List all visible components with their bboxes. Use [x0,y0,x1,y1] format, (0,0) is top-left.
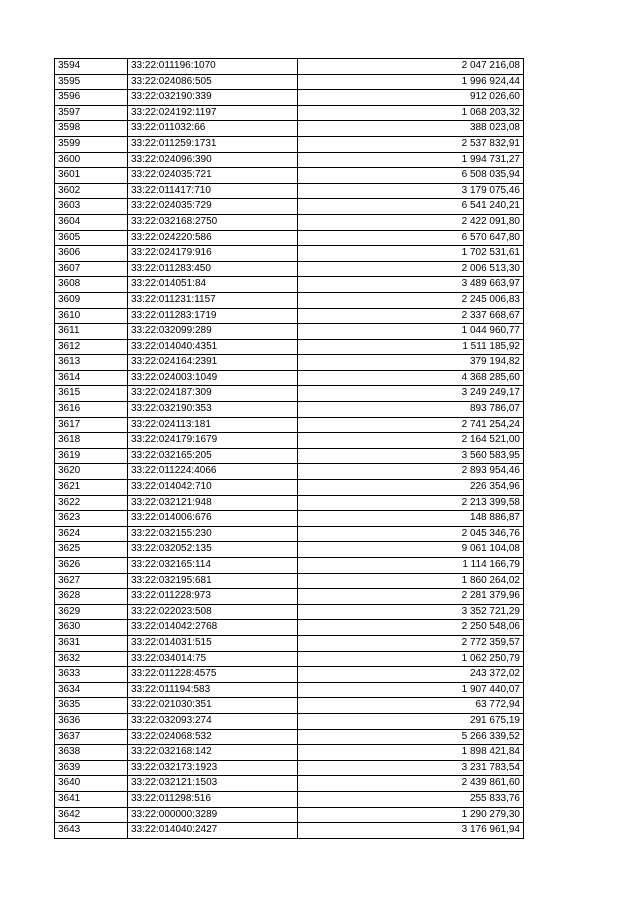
cadastral-value-cell: 1 994 731,27 [298,152,524,168]
row-number-cell: 3607 [55,261,128,277]
row-number-cell: 3618 [55,433,128,449]
cadastral-value-cell: 1 062 250,79 [298,651,524,667]
cadastral-number-cell: 33:22:032052:135 [128,542,298,558]
row-number-cell: 3638 [55,745,128,761]
table-body [55,59,524,839]
row-number-cell: 3627 [55,573,128,589]
cadastral-value-cell: 912 026,60 [298,90,524,106]
table-row [55,542,524,558]
row-number-cell: 3642 [55,807,128,823]
cadastral-value-cell: 2 281 379,96 [298,589,524,605]
cadastral-number-cell: 33:22:034014:75 [128,651,298,667]
table-row [55,105,524,121]
cadastral-number-cell: 33:22:024068:532 [128,729,298,745]
table-row [55,667,524,683]
cadastral-value-cell: 1 898 421,84 [298,745,524,761]
cadastral-value-table [54,58,524,839]
table-row [55,791,524,807]
cadastral-number-cell: 33:22:032168:142 [128,745,298,761]
cadastral-value-cell: 2 893 954,46 [298,464,524,480]
cadastral-value-cell: 1 860 264,02 [298,573,524,589]
cadastral-value-cell: 2 439 861,60 [298,776,524,792]
row-number-cell: 3631 [55,635,128,651]
cadastral-value-cell: 2 047 216,08 [298,59,524,75]
table-row [55,760,524,776]
cadastral-number-cell: 33:22:024179:1679 [128,433,298,449]
cadastral-value-cell: 2 422 091,80 [298,214,524,230]
row-number-cell: 3619 [55,448,128,464]
table-row [55,511,524,527]
cadastral-number-cell: 33:22:024035:729 [128,199,298,215]
cadastral-value-cell: 1 511 185,92 [298,339,524,355]
cadastral-number-cell: 33:22:011417:710 [128,183,298,199]
row-number-cell: 3617 [55,417,128,433]
cadastral-number-cell: 33:22:011228:4575 [128,667,298,683]
table-row [55,620,524,636]
cadastral-number-cell: 33:22:014040:2427 [128,823,298,839]
cadastral-value-cell: 226 354,96 [298,480,524,496]
cadastral-number-cell: 33:22:014042:2768 [128,620,298,636]
cadastral-value-cell: 3 560 583,95 [298,448,524,464]
cadastral-number-cell: 33:22:032099:289 [128,324,298,340]
table-row [55,807,524,823]
table-row [55,433,524,449]
row-number-cell: 3611 [55,324,128,340]
cadastral-value-cell: 1 114 166,79 [298,558,524,574]
table-row [55,402,524,418]
cadastral-value-cell: 291 675,19 [298,713,524,729]
table-row [55,589,524,605]
cadastral-value-cell: 6 541 240,21 [298,199,524,215]
cadastral-value-cell: 5 266 339,52 [298,729,524,745]
cadastral-value-cell: 3 352 721,29 [298,604,524,620]
row-number-cell: 3634 [55,682,128,698]
cadastral-number-cell: 33:22:000000:3289 [128,807,298,823]
cadastral-number-cell: 33:22:021030:351 [128,698,298,714]
table-row [55,682,524,698]
table-row [55,464,524,480]
cadastral-number-cell: 33:22:011194:583 [128,682,298,698]
row-number-cell: 3612 [55,339,128,355]
cadastral-value-cell: 3 179 075,46 [298,183,524,199]
row-number-cell: 3639 [55,760,128,776]
cadastral-number-cell: 33:22:011196:1070 [128,59,298,75]
table-row [55,59,524,75]
cadastral-value-cell: 388 023,08 [298,121,524,137]
cadastral-number-cell: 33:22:032190:339 [128,90,298,106]
cadastral-number-cell: 33:22:032155:230 [128,526,298,542]
table-row [55,74,524,90]
table-row [55,277,524,293]
table-row [55,651,524,667]
cadastral-value-cell: 148 886,87 [298,511,524,527]
cadastral-value-cell: 9 061 104,08 [298,542,524,558]
row-number-cell: 3641 [55,791,128,807]
row-number-cell: 3606 [55,246,128,262]
row-number-cell: 3605 [55,230,128,246]
cadastral-value-cell: 6 570 647,80 [298,230,524,246]
table-row [55,324,524,340]
table-row [55,261,524,277]
row-number-cell: 3608 [55,277,128,293]
table-row [55,495,524,511]
cadastral-value-cell: 243 372,02 [298,667,524,683]
row-number-cell: 3602 [55,183,128,199]
row-number-cell: 3635 [55,698,128,714]
table-row [55,214,524,230]
row-number-cell: 3636 [55,713,128,729]
cadastral-value-cell: 2 537 832,91 [298,136,524,152]
table-row [55,729,524,745]
table-row [55,417,524,433]
row-number-cell: 3624 [55,526,128,542]
row-number-cell: 3609 [55,292,128,308]
table-row [55,230,524,246]
cadastral-value-cell: 1 907 440,07 [298,682,524,698]
cadastral-value-cell: 2 245 006,83 [298,292,524,308]
cadastral-number-cell: 33:22:024187:309 [128,386,298,402]
table-row [55,713,524,729]
row-number-cell: 3616 [55,402,128,418]
row-number-cell: 3597 [55,105,128,121]
cadastral-value-cell: 6 508 035,94 [298,168,524,184]
row-number-cell: 3623 [55,511,128,527]
cadastral-value-cell: 3 231 783,54 [298,760,524,776]
cadastral-value-cell: 2 337 668,67 [298,308,524,324]
cadastral-number-cell: 33:22:032168:2750 [128,214,298,230]
row-number-cell: 3626 [55,558,128,574]
cadastral-value-cell: 4 368 285,60 [298,370,524,386]
cadastral-value-cell: 893 786,07 [298,402,524,418]
table-row [55,90,524,106]
row-number-cell: 3601 [55,168,128,184]
row-number-cell: 3614 [55,370,128,386]
table-row [55,776,524,792]
cadastral-number-cell: 33:22:014006:676 [128,511,298,527]
cadastral-number-cell: 33:22:024164:2391 [128,355,298,371]
table-row [55,183,524,199]
row-number-cell: 3633 [55,667,128,683]
cadastral-number-cell: 33:22:014042:710 [128,480,298,496]
table-row [55,308,524,324]
cadastral-value-cell: 63 772,94 [298,698,524,714]
cadastral-number-cell: 33:22:024113:181 [128,417,298,433]
cadastral-number-cell: 33:22:032165:205 [128,448,298,464]
row-number-cell: 3599 [55,136,128,152]
table-row [55,526,524,542]
table-row [55,604,524,620]
table-row [55,199,524,215]
cadastral-value-cell: 1 068 203,32 [298,105,524,121]
cadastral-number-cell: 33:22:032190:353 [128,402,298,418]
table-row [55,448,524,464]
table-row [55,152,524,168]
cadastral-number-cell: 33:22:011032:66 [128,121,298,137]
cadastral-value-cell: 1 702 531,61 [298,246,524,262]
cadastral-number-cell: 33:22:011298:516 [128,791,298,807]
row-number-cell: 3594 [55,59,128,75]
cadastral-value-cell: 1 044 960,77 [298,324,524,340]
table-row [55,292,524,308]
cadastral-number-cell: 33:22:032195:681 [128,573,298,589]
table-row [55,635,524,651]
cadastral-value-cell: 2 213 399,58 [298,495,524,511]
cadastral-number-cell: 33:22:024192:1197 [128,105,298,121]
row-number-cell: 3643 [55,823,128,839]
cadastral-number-cell: 33:22:032121:1503 [128,776,298,792]
cadastral-number-cell: 33:22:014051:84 [128,277,298,293]
row-number-cell: 3620 [55,464,128,480]
cadastral-number-cell: 33:22:032121:948 [128,495,298,511]
cadastral-value-cell: 379 194,82 [298,355,524,371]
row-number-cell: 3595 [55,74,128,90]
row-number-cell: 3598 [55,121,128,137]
table-row [55,355,524,371]
cadastral-number-cell: 33:22:011228:973 [128,589,298,605]
cadastral-number-cell: 33:22:011283:1719 [128,308,298,324]
row-number-cell: 3596 [55,90,128,106]
row-number-cell: 3610 [55,308,128,324]
row-number-cell: 3628 [55,589,128,605]
cadastral-number-cell: 33:22:011224:4066 [128,464,298,480]
cadastral-value-cell: 2 006 513,30 [298,261,524,277]
table-row [55,745,524,761]
table-row [55,339,524,355]
cadastral-value-cell: 3 176 961,94 [298,823,524,839]
row-number-cell: 3637 [55,729,128,745]
row-number-cell: 3604 [55,214,128,230]
table-row [55,698,524,714]
cadastral-number-cell: 33:22:011231:1157 [128,292,298,308]
row-number-cell: 3629 [55,604,128,620]
cadastral-number-cell: 33:22:024003:1049 [128,370,298,386]
cadastral-number-cell: 33:22:011259:1731 [128,136,298,152]
table-row [55,573,524,589]
row-number-cell: 3632 [55,651,128,667]
cadastral-value-cell: 255 833,76 [298,791,524,807]
cadastral-number-cell: 33:22:032173:1923 [128,760,298,776]
row-number-cell: 3603 [55,199,128,215]
row-number-cell: 3621 [55,480,128,496]
row-number-cell: 3600 [55,152,128,168]
row-number-cell: 3625 [55,542,128,558]
cadastral-number-cell: 33:22:032093:274 [128,713,298,729]
table-row [55,136,524,152]
cadastral-number-cell: 33:22:011283:450 [128,261,298,277]
table-row [55,246,524,262]
row-number-cell: 3640 [55,776,128,792]
cadastral-value-cell: 3 249 249,17 [298,386,524,402]
table-row [55,168,524,184]
cadastral-value-cell: 2 250 548,06 [298,620,524,636]
row-number-cell: 3630 [55,620,128,636]
cadastral-number-cell: 33:22:022023:508 [128,604,298,620]
cadastral-number-cell: 33:22:014031:515 [128,635,298,651]
cadastral-value-cell: 2 741 254,24 [298,417,524,433]
cadastral-value-cell: 2 164 521,00 [298,433,524,449]
row-number-cell: 3613 [55,355,128,371]
cadastral-number-cell: 33:22:024035:721 [128,168,298,184]
table-row [55,370,524,386]
cadastral-number-cell: 33:22:024179:916 [128,246,298,262]
table-row [55,558,524,574]
cadastral-value-cell: 1 996 924,44 [298,74,524,90]
table-row [55,480,524,496]
cadastral-value-cell: 2 772 359,57 [298,635,524,651]
cadastral-number-cell: 33:22:024096:390 [128,152,298,168]
cadastral-number-cell: 33:22:024086:505 [128,74,298,90]
cadastral-number-cell: 33:22:024220:586 [128,230,298,246]
row-number-cell: 3615 [55,386,128,402]
table-row [55,121,524,137]
cadastral-value-cell: 1 290 279,30 [298,807,524,823]
table-row [55,386,524,402]
table-row [55,823,524,839]
cadastral-number-cell: 33:22:014040:4351 [128,339,298,355]
row-number-cell: 3622 [55,495,128,511]
cadastral-number-cell: 33:22:032165:114 [128,558,298,574]
cadastral-value-cell: 2 045 346,76 [298,526,524,542]
cadastral-value-cell: 3 489 663,97 [298,277,524,293]
